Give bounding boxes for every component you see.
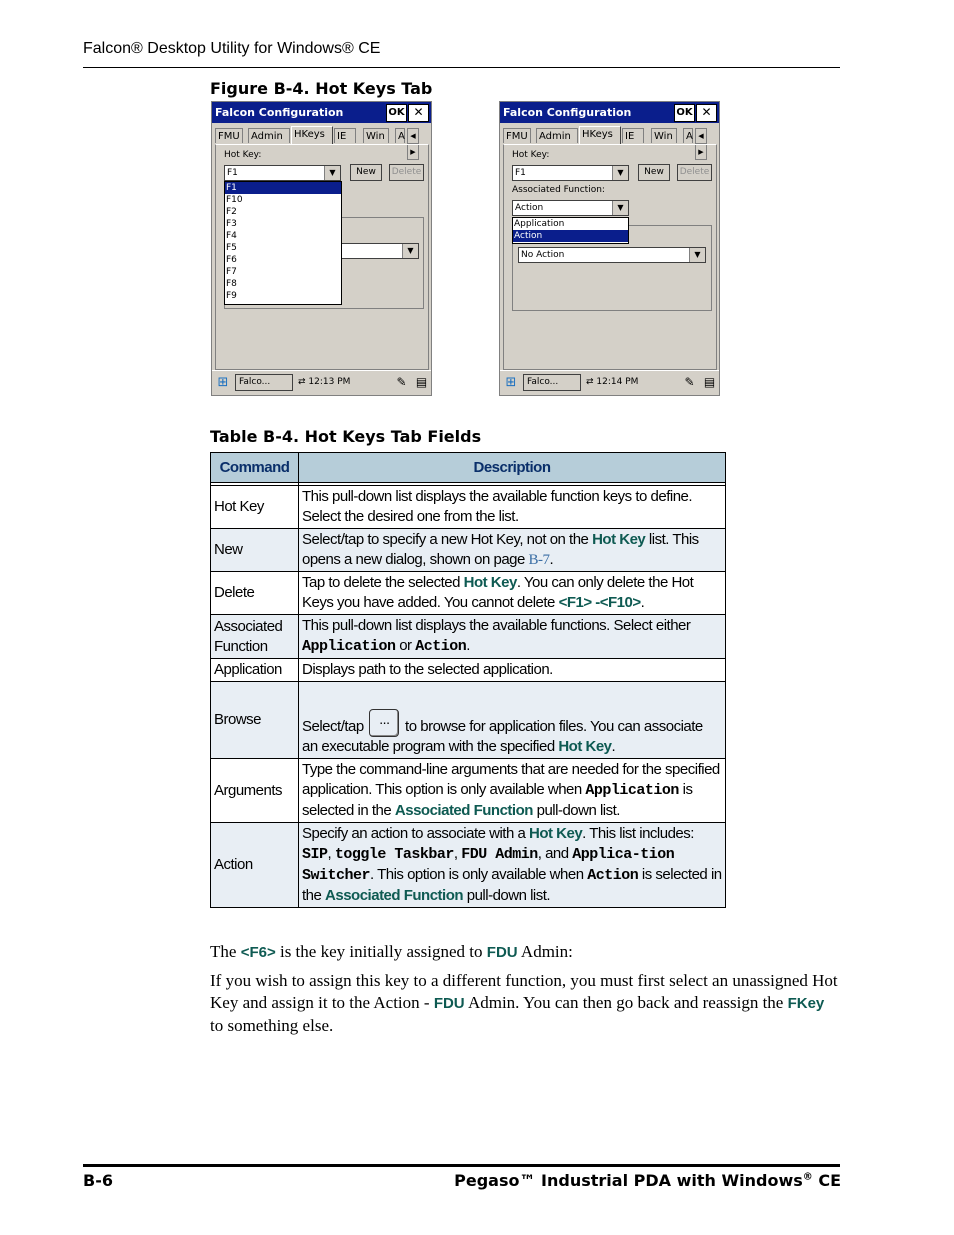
text: is selected in the	[302, 866, 722, 904]
description-cell	[299, 759, 726, 823]
system-tray	[586, 374, 684, 391]
ok-button[interactable]: OK	[674, 104, 695, 122]
text: Specify an action to associate with a	[302, 825, 529, 842]
footer-suffix: CE	[812, 1171, 841, 1190]
footer-title	[454, 1171, 841, 1190]
text: Select/tap to specify a new Hot Key, not on the	[302, 531, 593, 548]
close-icon[interactable]: ✕	[696, 104, 717, 122]
highlight: FDU	[433, 995, 465, 1012]
chevron-down-icon[interactable]: ▼	[402, 244, 418, 258]
keyboard-icon[interactable]: ✎	[684, 375, 695, 389]
tab-a[interactable]: A	[683, 128, 693, 143]
text: This pull-down list displays the available functions. Select either	[302, 617, 691, 634]
hot-key-label: Hot Key:	[512, 150, 550, 160]
description-cell	[299, 529, 726, 572]
command-cell: Associated Function	[211, 615, 299, 659]
tab-ie[interactable]: IE	[622, 128, 644, 143]
desktop-icon[interactable]: ▤	[703, 375, 716, 389]
list-item[interactable]: Application	[514, 219, 565, 229]
function-combo[interactable]	[341, 243, 419, 259]
paragraph-f6	[210, 941, 840, 964]
delete-button[interactable]: Delete	[389, 164, 424, 181]
description-cell	[299, 615, 726, 659]
tab-right-icon[interactable]: ▶	[695, 144, 707, 160]
list-item[interactable]: F7	[226, 267, 237, 277]
text: list. This opens a new dialog, shown on page	[302, 531, 699, 568]
command-cell: Delete	[211, 572, 299, 615]
list-item[interactable]: F10	[226, 195, 243, 205]
highlight: Associated Function	[394, 802, 533, 819]
pda-screenshot-hotkey-list	[211, 101, 432, 396]
network-icon[interactable]: ⇄	[298, 377, 309, 387]
description-cell: Displays path to the selected application.	[299, 659, 726, 682]
command-cell: New	[211, 529, 299, 572]
associated-function-combo[interactable]	[512, 200, 629, 216]
code: toggle Taskbar	[334, 846, 454, 863]
table-row	[211, 682, 726, 759]
tab-left-icon[interactable]: ◀	[695, 128, 707, 144]
text: .	[466, 637, 470, 654]
chevron-down-icon[interactable]: ▼	[324, 166, 340, 180]
paragraph-reassign	[210, 970, 840, 1037]
text: The	[210, 942, 241, 961]
tab-right-icon[interactable]: ▶	[407, 144, 419, 160]
page-number: B-6	[83, 1171, 113, 1190]
taskbar-app-button[interactable]: Falco...	[523, 374, 581, 391]
browse-button-icon: ...	[369, 709, 399, 737]
page-link[interactable]: B-7	[528, 552, 550, 568]
tab-fmu[interactable]: FMU	[215, 128, 243, 143]
table-row	[211, 615, 726, 659]
footer-rule	[83, 1164, 840, 1167]
text: Admin:	[517, 942, 573, 961]
text: . You can only delete the Hot Keys you have added. You cannot delete	[302, 574, 694, 611]
list-item[interactable]: Action	[513, 230, 628, 242]
code: FDU Admin	[461, 846, 538, 863]
highlight: Hot Key	[592, 531, 646, 548]
description-cell	[299, 823, 726, 908]
tab-ie[interactable]: IE	[334, 128, 356, 143]
text: to browse for application files. You can associate an executable program with the specified	[302, 718, 703, 755]
text: , and	[537, 845, 573, 862]
tab-left-icon[interactable]: ◀	[407, 128, 419, 144]
command-cell: Arguments	[211, 759, 299, 823]
windows-start-icon[interactable]: ⊞	[505, 375, 517, 390]
taskbar	[500, 370, 719, 395]
network-icon[interactable]: ⇄	[586, 377, 597, 387]
table-row	[211, 659, 726, 682]
window-title: Falcon Configuration	[500, 102, 719, 123]
desktop-icon[interactable]: ▤	[415, 375, 428, 389]
text: is selected in the	[302, 781, 693, 819]
new-button[interactable]: New	[638, 164, 670, 181]
ok-button[interactable]: OK	[386, 104, 407, 122]
hot-key-combo[interactable]	[512, 165, 629, 181]
code: SIP	[302, 846, 328, 863]
text: ,	[453, 845, 462, 862]
tab-admin[interactable]: Admin	[248, 128, 290, 143]
hot-key-label: Hot Key:	[224, 150, 262, 160]
associated-function-label: Associated Function:	[512, 185, 605, 195]
delete-button[interactable]: Delete	[677, 164, 712, 181]
text: .	[640, 594, 645, 611]
highlight: FKey	[787, 995, 825, 1012]
highlight: <F6>	[240, 944, 276, 961]
table-row	[211, 759, 726, 823]
text: pull-down list.	[463, 887, 551, 904]
highlight: Hot Key	[463, 574, 517, 591]
tab-body	[503, 144, 717, 370]
chevron-down-icon[interactable]: ▼	[689, 248, 705, 262]
system-tray	[298, 374, 396, 391]
highlight: FDU	[486, 944, 518, 961]
running-header: Falcon® Desktop Utility for Windows® CE	[83, 40, 381, 57]
text: or	[395, 637, 416, 654]
action-value: No Action	[521, 250, 565, 260]
command-cell: Browse	[211, 682, 299, 759]
clock[interactable]: 12:13 PM	[308, 377, 351, 387]
registered-mark: ®	[802, 1171, 813, 1183]
code: Action	[415, 638, 467, 655]
text: If you wish to assign this key to a different function, you must first select an unassigned Hot Key and assign it to the Action -	[210, 971, 838, 1012]
description-cell	[299, 682, 726, 759]
code: Application	[585, 782, 679, 799]
pda-screenshot-associated-function	[499, 101, 720, 396]
list-item[interactable]: F9	[226, 291, 237, 301]
hot-key-combo[interactable]	[224, 165, 341, 181]
column-header-command: Command	[211, 453, 299, 483]
chevron-down-icon[interactable]: ▼	[612, 166, 628, 180]
text: .	[549, 551, 554, 568]
tab-fmu[interactable]: FMU	[503, 128, 531, 143]
list-item[interactable]: F1	[225, 182, 341, 194]
code: Action	[587, 867, 639, 884]
text: Select/tap	[302, 718, 368, 735]
footer-title-text: Pegaso™ Industrial PDA with Windows	[454, 1171, 803, 1190]
text: ,	[327, 845, 335, 862]
text: . This list includes:	[582, 825, 694, 842]
hot-key-dropdown-list[interactable]	[224, 181, 342, 305]
text: Tap to delete the selected	[302, 574, 464, 591]
action-combo[interactable]	[518, 247, 706, 263]
table-row	[211, 823, 726, 908]
window-title: Falcon Configuration	[212, 102, 431, 123]
text: pull-down list.	[532, 802, 620, 819]
close-icon[interactable]: ✕	[408, 104, 429, 122]
text: Admin. You can then go back and reassign the	[464, 993, 788, 1012]
text: . This option is only available when	[370, 866, 588, 883]
column-header-description: Description	[299, 453, 726, 483]
figure-caption: Figure B-4. Hot Keys Tab	[210, 79, 433, 98]
highlight: Associated Function	[325, 887, 464, 904]
tab-scroll	[695, 128, 717, 156]
windows-start-icon[interactable]: ⊞	[217, 375, 229, 390]
table-row	[211, 529, 726, 572]
table-row	[211, 486, 726, 529]
text: .	[611, 738, 616, 755]
highlight: <F1> -<F10>	[558, 594, 641, 611]
clock[interactable]: 12:14 PM	[596, 377, 639, 387]
new-button[interactable]: New	[350, 164, 382, 181]
tab-hkeys[interactable]: HKeys	[579, 126, 621, 144]
taskbar	[212, 370, 431, 395]
header-rule	[83, 67, 840, 68]
hot-keys-fields-table	[210, 452, 726, 908]
tab-win[interactable]: Win	[651, 128, 677, 143]
associated-function-dropdown-list[interactable]	[512, 217, 629, 244]
code: Applica-tion Switcher	[302, 846, 675, 884]
hot-key-value: F1	[227, 168, 238, 178]
tab-hkeys[interactable]: HKeys	[291, 126, 333, 144]
taskbar-app-button[interactable]: Falco...	[235, 374, 293, 391]
list-item[interactable]: F3	[226, 219, 237, 229]
list-item[interactable]: F6	[226, 255, 237, 265]
tab-a[interactable]: A	[395, 128, 405, 143]
list-item[interactable]: F2	[226, 207, 237, 217]
table-caption: Table B-4. Hot Keys Tab Fields	[210, 427, 482, 446]
associated-function-value: Action	[515, 203, 544, 213]
command-cell: Application	[211, 659, 299, 682]
hot-key-value: F1	[515, 168, 526, 178]
table-header-row	[211, 453, 726, 483]
command-cell: Action	[211, 823, 299, 908]
text: to something else.	[210, 1016, 334, 1035]
list-item[interactable]: F4	[226, 231, 237, 241]
keyboard-icon[interactable]: ✎	[396, 375, 407, 389]
description-cell: This pull-down list displays the available function keys to define. Select the desired one from the list.	[299, 486, 726, 529]
code: Application	[302, 638, 396, 655]
tab-scroll	[407, 128, 429, 156]
tab-body	[215, 144, 429, 370]
tab-win[interactable]: Win	[363, 128, 389, 143]
command-cell: Hot Key	[211, 486, 299, 529]
list-item[interactable]: F5	[226, 243, 237, 253]
highlight: Hot Key	[558, 738, 612, 755]
description-cell	[299, 572, 726, 615]
text: Type the command-line arguments that are needed for the specified application. This option is only available when	[302, 761, 720, 798]
text: is the key initially assigned to	[275, 942, 487, 961]
table-row	[211, 572, 726, 615]
list-item[interactable]: F8	[226, 279, 237, 289]
chevron-down-icon[interactable]: ▼	[612, 201, 628, 215]
highlight: Hot Key	[528, 825, 583, 842]
tab-admin[interactable]: Admin	[536, 128, 578, 143]
